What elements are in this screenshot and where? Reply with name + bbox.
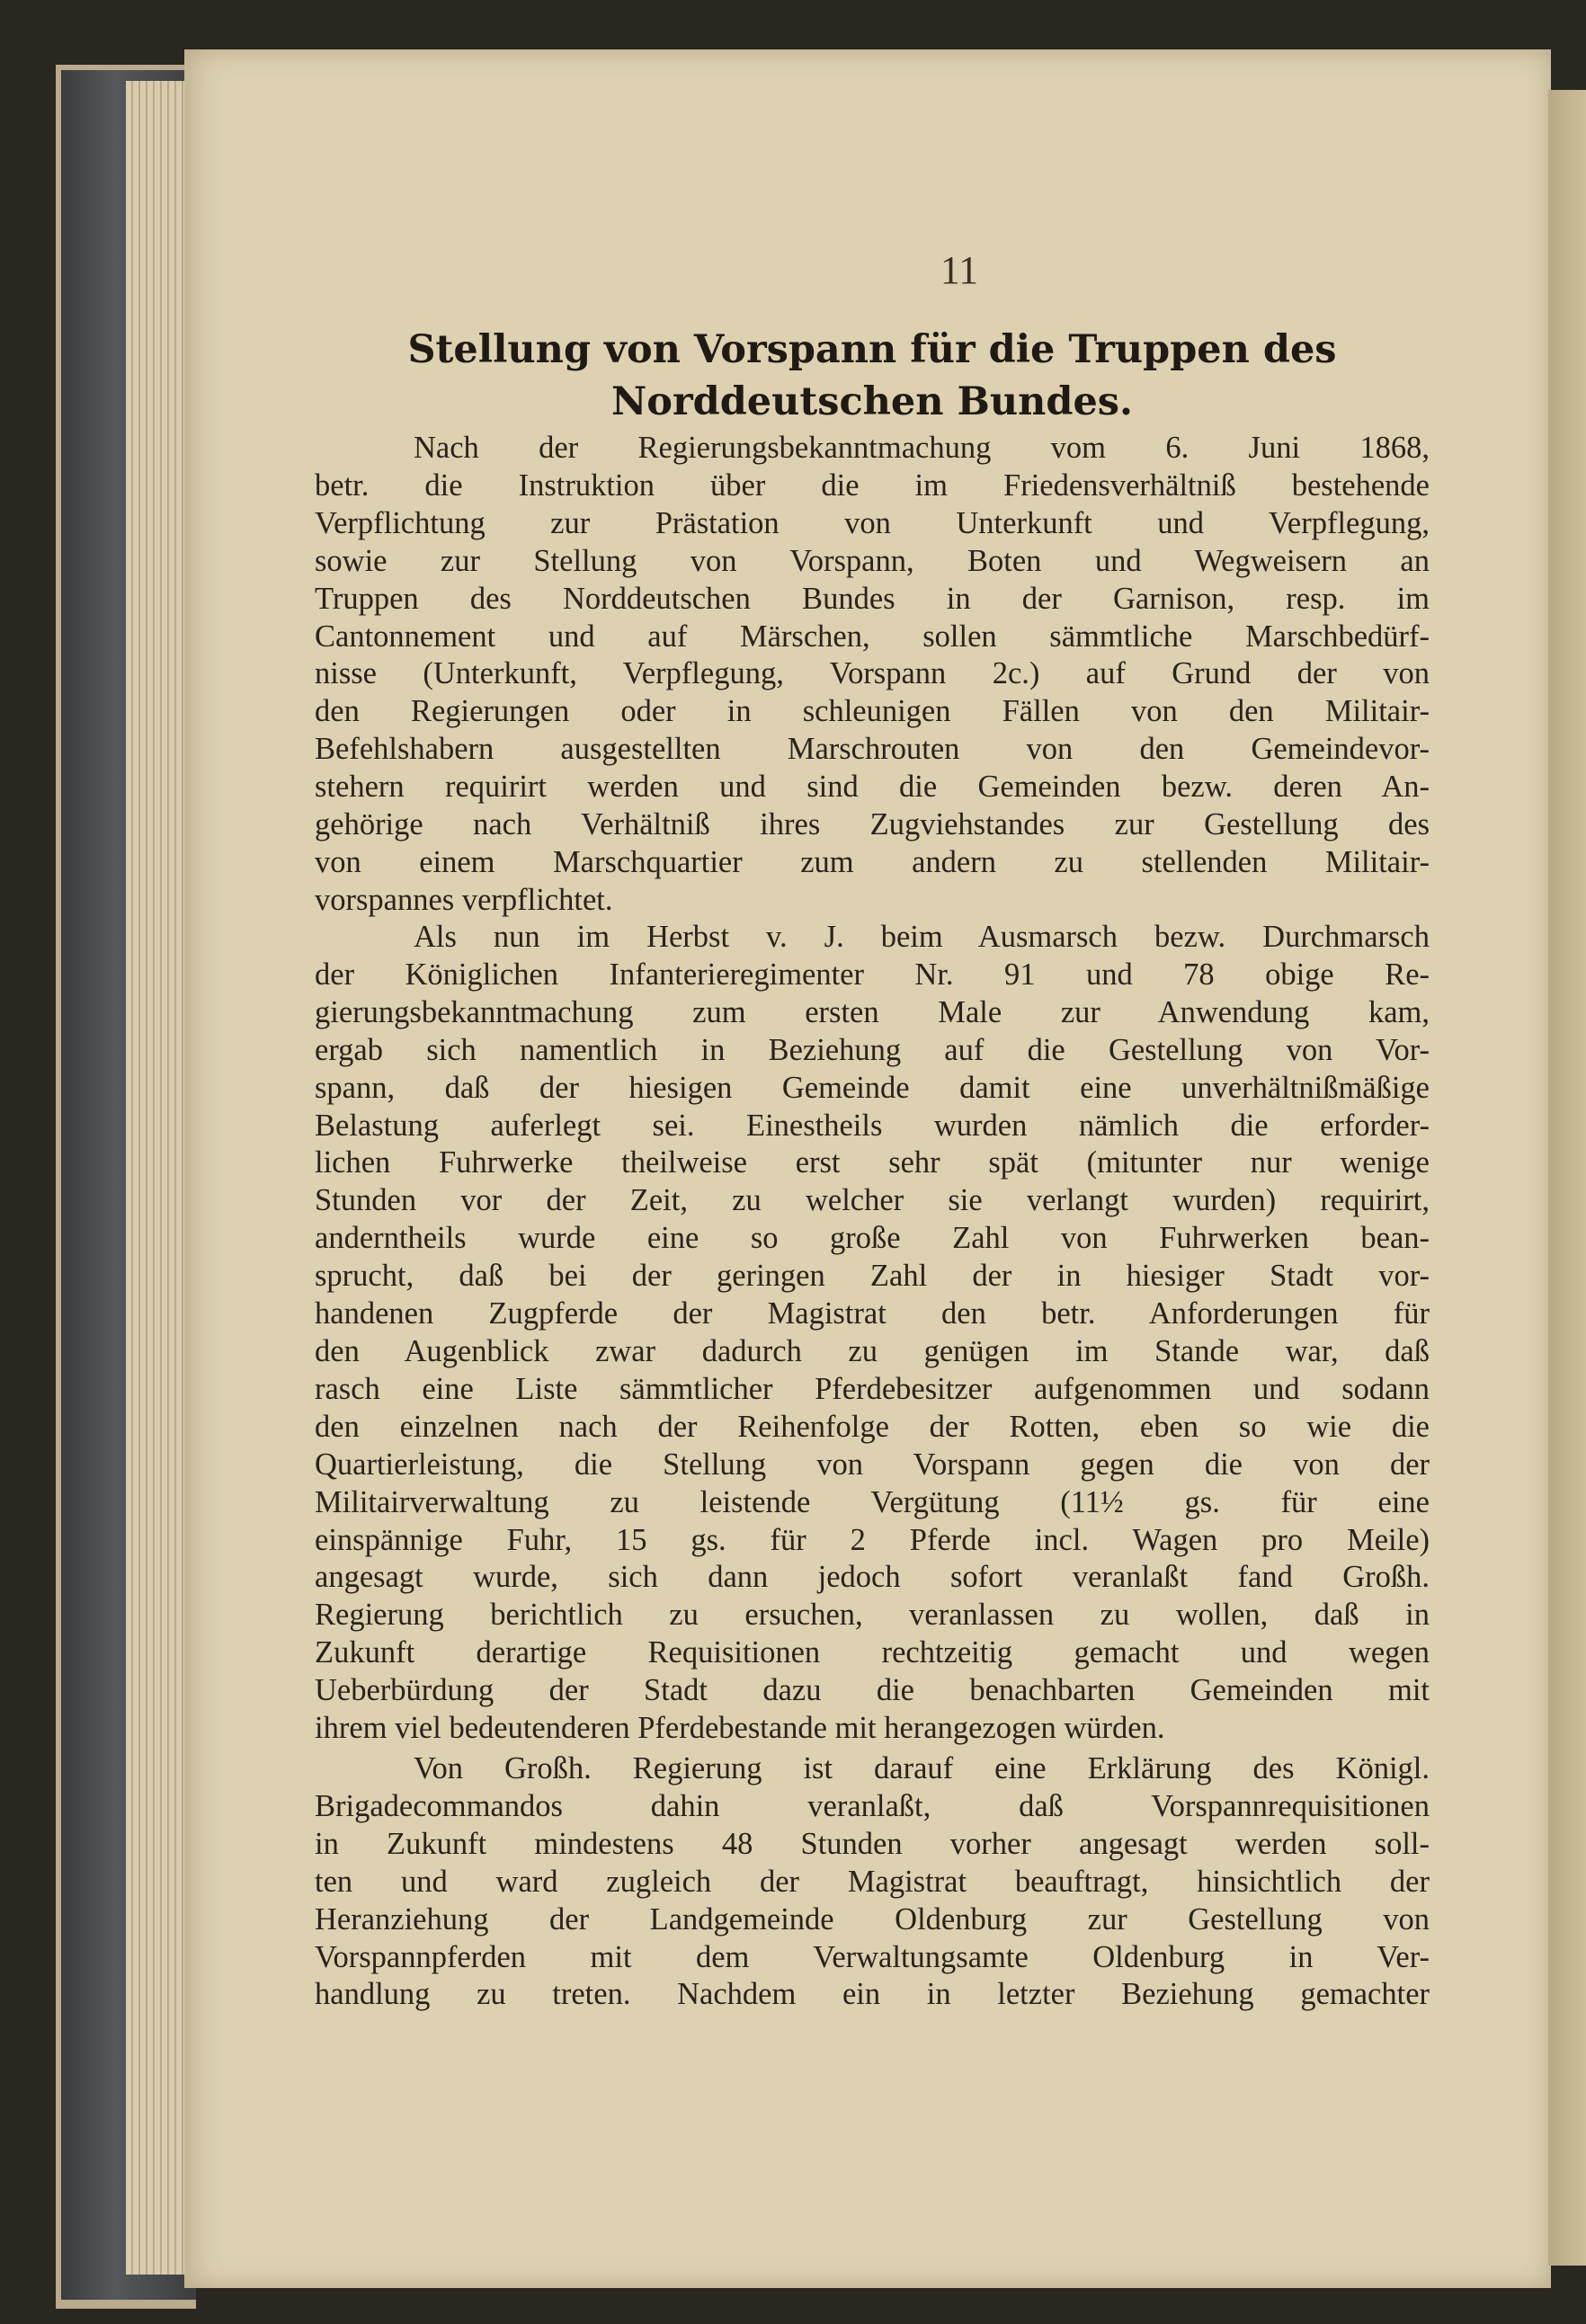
- page-number: 11: [940, 248, 979, 292]
- text-line: Als nun im Herbst v. J. beim Ausmarsch bezw. Durchmarsch: [414, 920, 1430, 954]
- text-line: Zukunft derartige Requisitionen rechtzeitig gemacht und wegen: [315, 1635, 1430, 1670]
- text-line: Cantonnement und auf Märschen, sollen sämmtliche Marschbedürf-: [315, 619, 1430, 654]
- text-line: rasch eine Liste sämmtlicher Pferdebesitzer aufgenommen und sodann: [315, 1371, 1430, 1406]
- text-line: den Regierungen oder in schleunigen Fällen von den Militair-: [315, 694, 1430, 729]
- text-line: handlung zu treten. Nachdem ein in letzter Beziehung gemachter: [315, 1977, 1430, 2012]
- text-line: anderntheils wurde eine so große Zahl von Fuhrwerken bean-: [315, 1221, 1430, 1256]
- text-line: gehörige nach Verhältniß ihres Zugviehstandes zur Gestellung des: [315, 807, 1430, 842]
- text-line: Nach der Regierungsbekanntmachung vom 6. Juni 1868,: [414, 431, 1430, 465]
- text-line: vorspannes verpflichtet.: [315, 882, 613, 917]
- text-line: ihrem viel bedeutenderen Pferdebestande mit herangezogen würden.: [315, 1711, 1165, 1746]
- page-heading: [315, 324, 1430, 428]
- text-line: von einem Marschquartier zum andern zu stellenden Militair-: [315, 844, 1430, 879]
- text-line: handenen Zugpferde der Magistrat den betr. Anforderungen für: [315, 1296, 1430, 1331]
- text-line: Stunden vor der Zeit, zu welcher sie verlangt wurden) requirirt,: [315, 1183, 1430, 1218]
- text-line: Regierung berichtlich zu ersuchen, veranlassen zu wollen, daß in: [315, 1598, 1430, 1633]
- heading-line-1: Stellung von Vorspann für die Truppen des: [407, 327, 1337, 372]
- text-line: nisse (Unterkunft, Verpflegung, Vorspann 2c.) auf Grund der von: [315, 656, 1430, 691]
- text-line: der Königlichen Infanterieregimenter Nr. 91 und 78 obige Re-: [315, 957, 1430, 992]
- next-page-edge: [1548, 90, 1586, 2266]
- text-line: den einzelnen nach der Reihenfolge der Rotten, eben so wie die: [315, 1409, 1430, 1444]
- text-line: sowie zur Stellung von Vorspann, Boten und Wegweisern an: [315, 543, 1430, 578]
- text-line: Von Großh. Regierung ist darauf eine Erklärung des Königl.: [414, 1751, 1430, 1785]
- text-line: betr. die Instruktion über die im Friedensverhältniß bestehende: [315, 467, 1430, 503]
- text-line: in Zukunft mindestens 48 Stunden vorher angesagt werden soll-: [315, 1826, 1430, 1861]
- paragraph-1: [315, 430, 1430, 920]
- text-line: Belastung auferlegt sei. Einestheils wurden nämlich die erforder-: [315, 1108, 1430, 1143]
- text-line: Heranziehung der Landgemeinde Oldenburg zur Gestellung von: [315, 1901, 1430, 1937]
- text-line: stehern requirirt werden und sind die Gemeinden bezw. deren An-: [315, 770, 1430, 805]
- text-line: Vorspannpferden mit dem Verwaltungsamte Oldenburg in Ver-: [315, 1939, 1430, 1974]
- text-line: lichen Fuhrwerke theilweise erst sehr spät (mitunter nur wenige: [315, 1145, 1430, 1180]
- text-line: Verpflichtung zur Prästation von Unterkunft und Verpflegung,: [315, 505, 1430, 540]
- text-line: ten und ward zugleich der Magistrat beauftragt, hinsichtlich der: [315, 1864, 1430, 1899]
- text-line: ergab sich namentlich in Beziehung auf die Gestellung von Vor-: [315, 1032, 1430, 1067]
- text-line: Ueberbürdung der Stadt dazu die benachbarten Gemeinden mit: [315, 1673, 1430, 1708]
- text-line: einspännige Fuhr, 15 gs. für 2 Pferde incl. Wagen pro Meile): [315, 1522, 1430, 1557]
- text-line: Quartierleistung, die Stellung von Vorspann gegen die von der: [315, 1447, 1430, 1482]
- paragraph-3: [315, 1750, 1430, 2014]
- text-line: Truppen des Norddeutschen Bundes in der Garnison, resp. im: [315, 581, 1430, 616]
- paragraph-2: [315, 919, 1430, 1748]
- text-line: Befehlshabern ausgestellten Marschrouten von den Gemeindevor-: [315, 732, 1430, 767]
- text-line: spann, daß der hiesigen Gemeinde damit eine unverhältnißmäßige: [315, 1070, 1430, 1105]
- text-line: den Augenblick zwar dadurch zu genügen im Stande war, daß: [315, 1333, 1430, 1368]
- text-line: angesagt wurde, sich dann jedoch sofort veranlaßt fand Großh.: [315, 1560, 1430, 1595]
- heading-line-2: Norddeutschen Bundes.: [611, 379, 1133, 424]
- text-line: sprucht, daß bei der geringen Zahl der in hiesiger Stadt vor-: [315, 1259, 1430, 1294]
- text-line: Brigadecommandos dahin veranlaßt, daß Vorspannrequisitionen: [315, 1788, 1430, 1823]
- text-line: Militairverwaltung zu leistende Vergütung (11½ gs. für eine: [315, 1484, 1430, 1519]
- text-line: gierungsbekanntmachung zum ersten Male zur Anwendung kam,: [315, 994, 1430, 1029]
